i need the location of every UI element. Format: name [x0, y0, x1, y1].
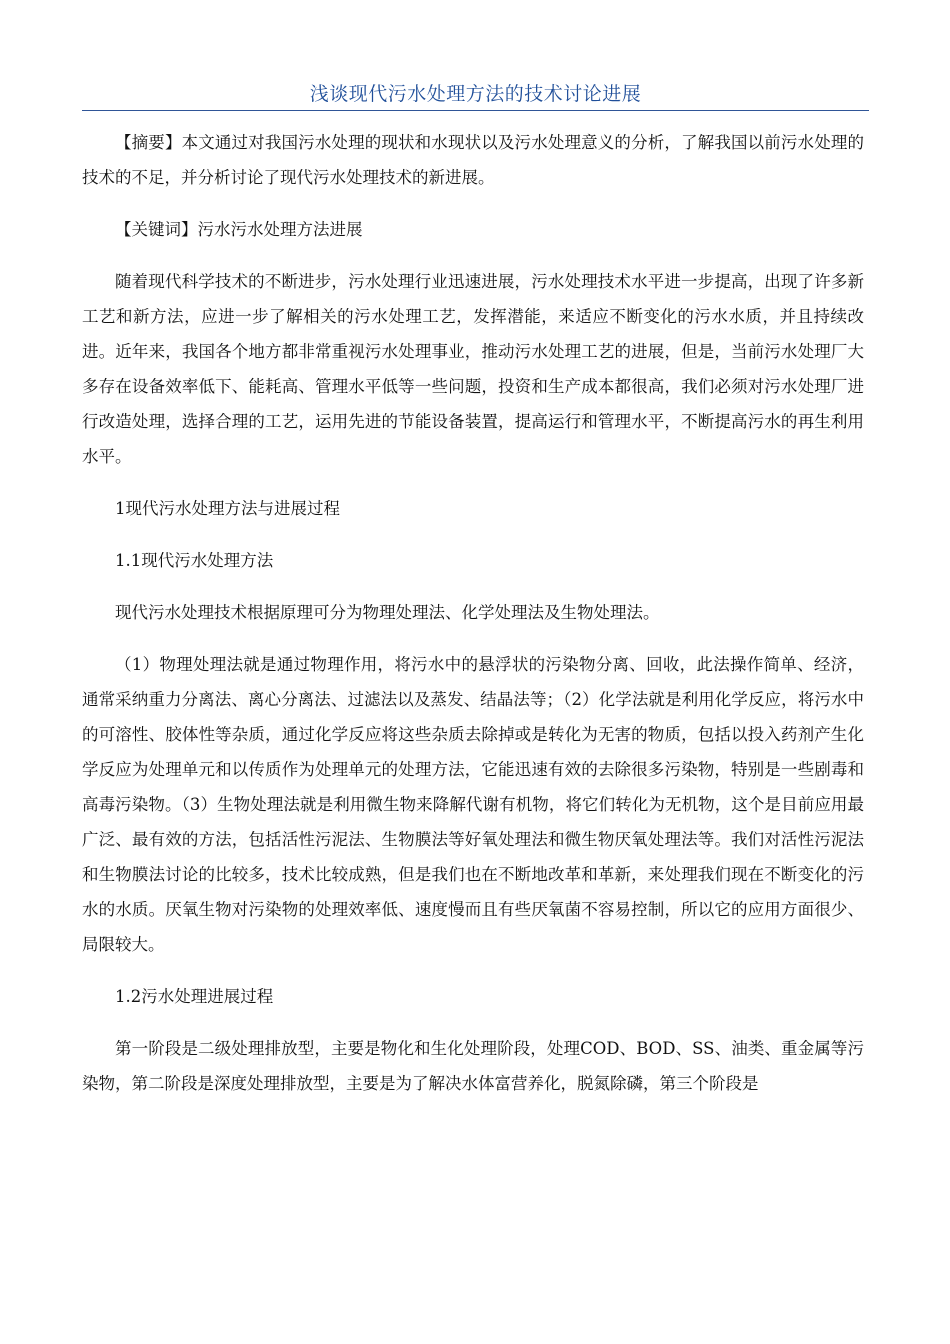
keywords-paragraph: 【关键词】污水污水处理方法进展 — [115, 220, 363, 239]
document-body — [82, 125, 864, 1118]
abstract-paragraph: 【摘要】本文通过对我国污水处理的现状和水现状以及污水处理意义的分析，了解我国以前污水处理的技术的不足，并分析讨论了现代污水处理技术的新进展。 — [82, 133, 864, 187]
intro-paragraph: 随着现代科学技术的不断进步，污水处理行业迅速进展，污水处理技术水平进一步提高，出现了许多新工艺和新方法，应进一步了解相关的污水处理工艺，发挥潜能，来适应不断变化的污水水质，并且持续改进。近年来，我国各个地方都非常重视污水处理事业，推动污水处理工艺的进展，但是，当前污水处理厂大多存在设备效率低下、能耗高、管理水平低等一些问题，投资和生产成本都很高，我们必须对污水处理厂进行改造处理，选择合理的工艺，运用先进的节能设备装置，提高运行和管理水平，不断提高污水的再生利用水平。 — [82, 272, 864, 466]
stages-paragraph: 第一阶段是二级处理排放型，主要是物化和生化处理阶段，处理COD、BOD、SS、油类、重金属等污染物，第二阶段是深度处理排放型，主要是为了解决水体富营养化，脱氮除磷，第三个阶段是 — [82, 1039, 864, 1093]
section-heading-1-1: 1.1现代污水处理方法 — [115, 551, 274, 570]
section-heading-1-2: 1.2污水处理进展过程 — [115, 987, 274, 1006]
methods-detail-paragraph: （1）物理处理法就是通过物理作用，将污水中的悬浮状的污染物分离、回收，此法操作简单、经济，通常采纳重力分离法、离心分离法、过滤法以及蒸发、结晶法等；（2）化学法就是利用化学反应，将污水中的可溶性、胶体性等杂质，通过化学反应将这些杂质去除掉或是转化为无害的物质，包括以投入药剂产生化学反应为处理单元和以传质作为处理单元的处理方法，它能迅速有效的去除很多污染物，特别是一些剧毒和高毒污染物。（3）生物处理法就是利用微生物来降解代谢有机物，将它们转化为无机物，这个是目前应用最广泛、最有效的方法，包括活性污泥法、生物膜法等好氧处理法和微生物厌氧处理法等。我们对活性污泥法和生物膜法讨论的比较多，技术比较成熟，但是我们也在不断地改革和革新，来处理我们现在不断变化的污水的水质。厌氧生物对污染物的处理效率低、速度慢而且有些厌氧菌不容易控制，所以它的应用方面很少、局限较大。 — [82, 655, 864, 954]
section-heading-1: 1现代污水处理方法与进展过程 — [115, 499, 340, 518]
title-underline — [82, 110, 869, 111]
methods-summary-paragraph: 现代污水处理技术根据原理可分为物理处理法、化学处理法及生物处理法。 — [115, 603, 660, 622]
document-title: 浅谈现代污水处理方法的技术讨论进展 — [309, 83, 642, 105]
